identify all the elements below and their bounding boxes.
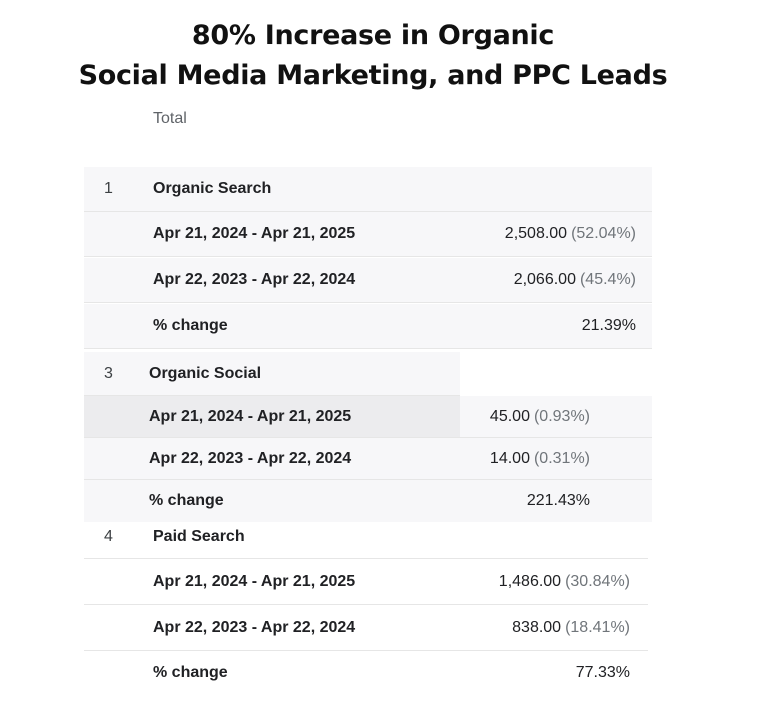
- value: 45.00: [489, 407, 530, 425]
- metric-value: [490, 438, 590, 479]
- share-percent: (0.93%): [533, 407, 590, 425]
- share-percent: (30.84%): [565, 572, 630, 590]
- share-percent: (52.04%): [571, 225, 636, 242]
- page-title-line-2: Social Media Marketing, and PPC Leads: [78, 60, 668, 91]
- value: 21.39%: [581, 317, 636, 334]
- row-index: 3: [104, 364, 113, 382]
- value: 838.00: [512, 618, 562, 636]
- table-row: [84, 559, 648, 605]
- metric-value: [514, 258, 636, 302]
- column-header-total: Total: [153, 110, 187, 127]
- change-label: % change: [149, 492, 224, 509]
- date-range-label: Apr 21, 2024 - Apr 21, 2025: [153, 572, 356, 590]
- change-label: % change: [153, 664, 228, 681]
- table-row: [84, 304, 652, 349]
- value: 2,066.00: [513, 271, 576, 288]
- row-index: 1: [104, 180, 113, 197]
- share-percent: (0.31%): [533, 449, 590, 467]
- share-percent: (45.4%): [579, 271, 636, 288]
- share-percent: (18.41%): [565, 618, 630, 636]
- date-range-label: Apr 21, 2024 - Apr 21, 2025: [153, 225, 356, 242]
- channel-label: Organic Social: [149, 364, 262, 382]
- metric-value: [512, 605, 630, 650]
- table-row: [84, 212, 652, 257]
- page-title-line-1: 80% Increase in Organic: [191, 20, 555, 51]
- channel-label: Organic Search: [153, 180, 272, 197]
- metric-value: [490, 396, 590, 437]
- row-index: 4: [104, 528, 113, 545]
- value: 221.43%: [526, 492, 590, 509]
- metric-value: [499, 559, 630, 604]
- group-row-paid-search[interactable]: [84, 516, 648, 559]
- change-label: % change: [153, 317, 228, 334]
- value: 2,508.00: [504, 225, 568, 242]
- date-range-label: Apr 22, 2023 - Apr 22, 2024: [153, 271, 356, 288]
- table-row: [84, 605, 648, 651]
- table-row: [84, 438, 652, 480]
- date-range-label: Apr 22, 2023 - Apr 22, 2024: [149, 449, 352, 467]
- group-row-organic-search[interactable]: [84, 167, 652, 212]
- change-value: [582, 304, 636, 348]
- date-range-label: Apr 22, 2023 - Apr 22, 2024: [153, 618, 356, 636]
- change-value: [576, 651, 630, 695]
- group-row-organic-social[interactable]: [84, 352, 460, 396]
- value: 1,486.00: [498, 572, 562, 590]
- table-row: [84, 651, 648, 695]
- table-row: [84, 396, 652, 438]
- channel-label: Paid Search: [153, 528, 245, 545]
- date-range-label: Apr 21, 2024 - Apr 21, 2025: [149, 407, 352, 425]
- value: 77.33%: [575, 664, 630, 681]
- metric-value: [505, 212, 636, 256]
- value: 14.00: [489, 449, 530, 467]
- table-row: [84, 258, 652, 303]
